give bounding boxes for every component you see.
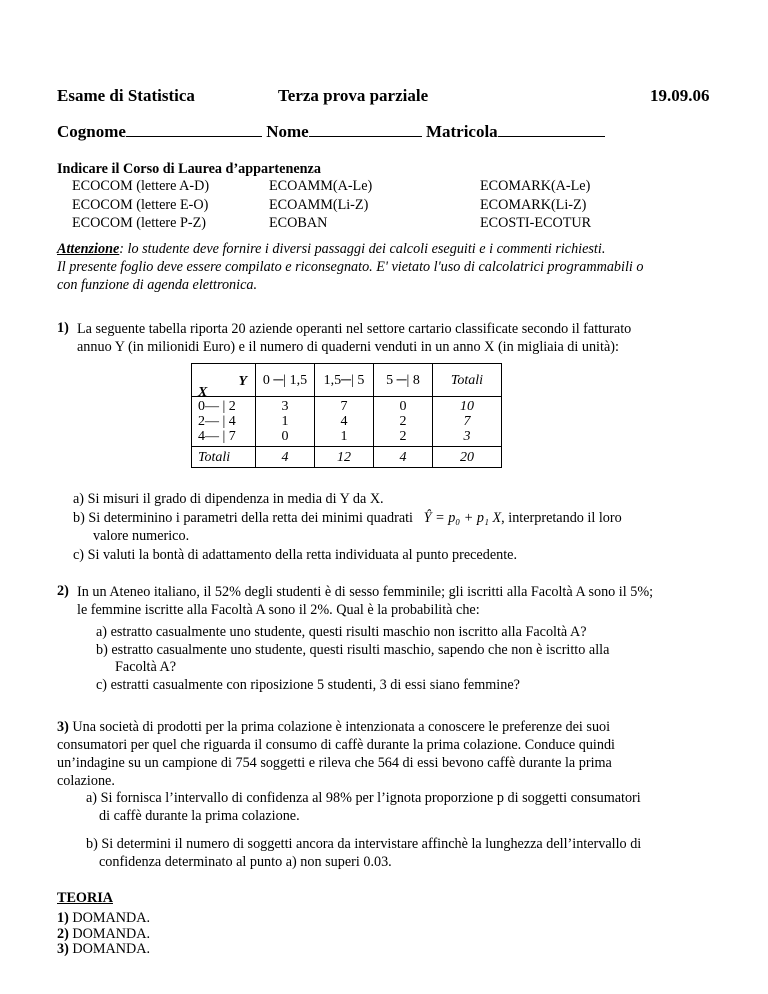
col-header: 0 ─| 1,5 [256,364,315,397]
q3-a: a) Si fornisca l’intervallo di confidenza al 98% per l’ignota proporzione p di soggetti consumatori di caffè durante la prima colazione. [86,790,641,824]
q2-subquestions: a) estratto casualmente uno studente, questi risulti maschio non iscritto alla Facoltà A? b) estratto casualmente uno studente, questi risulti maschio, sapendo che non è iscritto alla Facoltà A? c) estratti casualmente con riposizione 5 studenti, 3 di essi siano femmine? [96,624,726,694]
corso-option[interactable]: ECOBAN [269,215,328,231]
student-fields [57,122,605,142]
corso-option[interactable]: ECOAMM(Li-Z) [269,196,369,213]
nome-label: Nome [266,122,309,141]
corso-option[interactable]: ECOMARK(A-Le) [480,178,591,194]
col-header: 1,5─| 5 [315,364,374,397]
corso-col-1 [72,177,209,233]
q1-text: La seguente tabella riporta 20 aziende operanti nel settore cartario classificate secondo il fatturato annuo Y (in milionidi Euro) e il numero di quaderni venduti in un anno X (in migliaia di unità): [77,321,632,355]
q1-c: c) Si valuti la bontà di adattamento della retta individuata al punto precedente. [73,546,517,563]
q3-number: 3) [57,719,69,735]
q2-a: a) estratto casualmente uno studente, questi risulti maschio non iscritto alla Facoltà A? [96,624,587,640]
q1-b: b) Si determinino i parametri della retta dei minimi quadrati Ŷ = p₀ + p₁ X, interpretando il loro [73,509,622,526]
teoria-item: 3) DOMANDA. [57,941,151,957]
q1-subquestions: a) Si misuri il grado di dipendenza in media di Y da X. b) Si determinino i parametri della retta dei minimi quadrati Ŷ = p₀ + p₁ X, interpretando il loro valore numerico. c) Si valuti la bontà di adattamento della retta individuata al punto precedente. [73,490,723,564]
y-label: Y [238,374,247,389]
q2-text: In un Ateneo italiano, il 52% degli studenti è di sesso femminile; gli iscritti alla Facoltà A sono il 5%; le femmine iscritte alla Facoltà A sono il 2%. Qual è la probabilità che: [77,584,654,618]
table-column: 3 1 0 [256,397,315,447]
q3-text: 3) Una società di prodotti per la prima colazione è intenzionata a conoscere le preferenze dei suoi consumatori per quel che riguarda il consumo di caffè durante la prima colazione. Conduce quindi un’indagine su un campione di 754 soggetti e rileva che 564 di essi bevono caffè durante la prima colazione. [57,719,615,789]
col-total: 12 [315,447,374,468]
q2-number: 2) [57,583,69,599]
cognome-label: Cognome [57,122,126,141]
table-column: 7 4 1 [315,397,374,447]
col-total: 4 [374,447,433,468]
corso-option[interactable]: ECOCOM (lettere P-Z) [72,215,206,231]
matricola-field[interactable] [498,122,605,137]
cognome-field[interactable] [126,122,262,137]
corso-option[interactable]: ECOAMM(A-Le) [269,178,373,194]
teoria-item: 1) DOMANDA. [57,910,151,926]
q2-c: c) estratti casualmente con riposizione 5 studenti, 3 di essi siano femmine? [96,676,520,693]
col-header-total: Totali [433,364,502,397]
corso-col-2 [269,177,372,233]
exam-date: 19.09.06 [650,86,710,105]
teoria-item: 2) DOMANDA. [57,925,151,942]
col-total: 4 [256,447,315,468]
corso-title: Indicare il Corso di Laurea d’appartenenza [57,161,321,177]
regression-formula: Ŷ = p₀ + p₁ X [423,509,502,526]
exam-title: Esame di Statistica [57,86,195,105]
q3-b: b) Si determini il numero di soggetti ancora da intervistare affinchè la lunghezza dell’intervallo di confidenza determinato al punto a) non superi 0.03. [86,836,642,870]
attenzione-note: Attenzione: lo studente deve fornire i diversi passaggi dei calcoli eseguiti e i commenti richiesti. Il presente foglio deve essere compilato e riconsegnato. E' vietato l'uso di calcolatrici programmabili o con funzione di agenda elettronica. [57,241,644,293]
table-column: 0 2 2 [374,397,433,447]
corso-option[interactable]: ECOMARK(Li-Z) [480,196,587,213]
table-corner [192,364,256,400]
teoria-list [57,911,150,958]
q2-b: b) estratto casualmente uno studente, questi risulti maschio, sapendo che non è iscritto alla [96,641,610,658]
q1-number: 1) [57,320,69,336]
total-row-label: Totali [192,447,256,468]
q1-a: a) Si misuri il grado di dipendenza in media di Y da X. [73,491,384,507]
matricola-label: Matricola [425,122,498,141]
corso-col-3 [480,177,591,233]
teoria-title: TEORIA [57,890,113,906]
exam-part: Terza prova parziale [278,86,429,105]
corso-option[interactable]: ECOSTI-ECOTUR [480,215,592,231]
corso-option[interactable]: ECOCOM (lettere A-D) [72,178,210,194]
row-totals: 10 7 3 [433,397,502,447]
x-label: X [198,385,208,400]
col-header: 5 ─| 8 [374,364,433,397]
row-labels: 0— | 2 2— | 4 4— | 7 [192,397,256,447]
nome-field[interactable] [309,122,422,137]
frequency-table [191,363,502,468]
attenzione-label: Attenzione [57,241,120,257]
grand-total: 20 [433,447,502,468]
corso-option[interactable]: ECOCOM (lettere E-O) [72,196,209,213]
